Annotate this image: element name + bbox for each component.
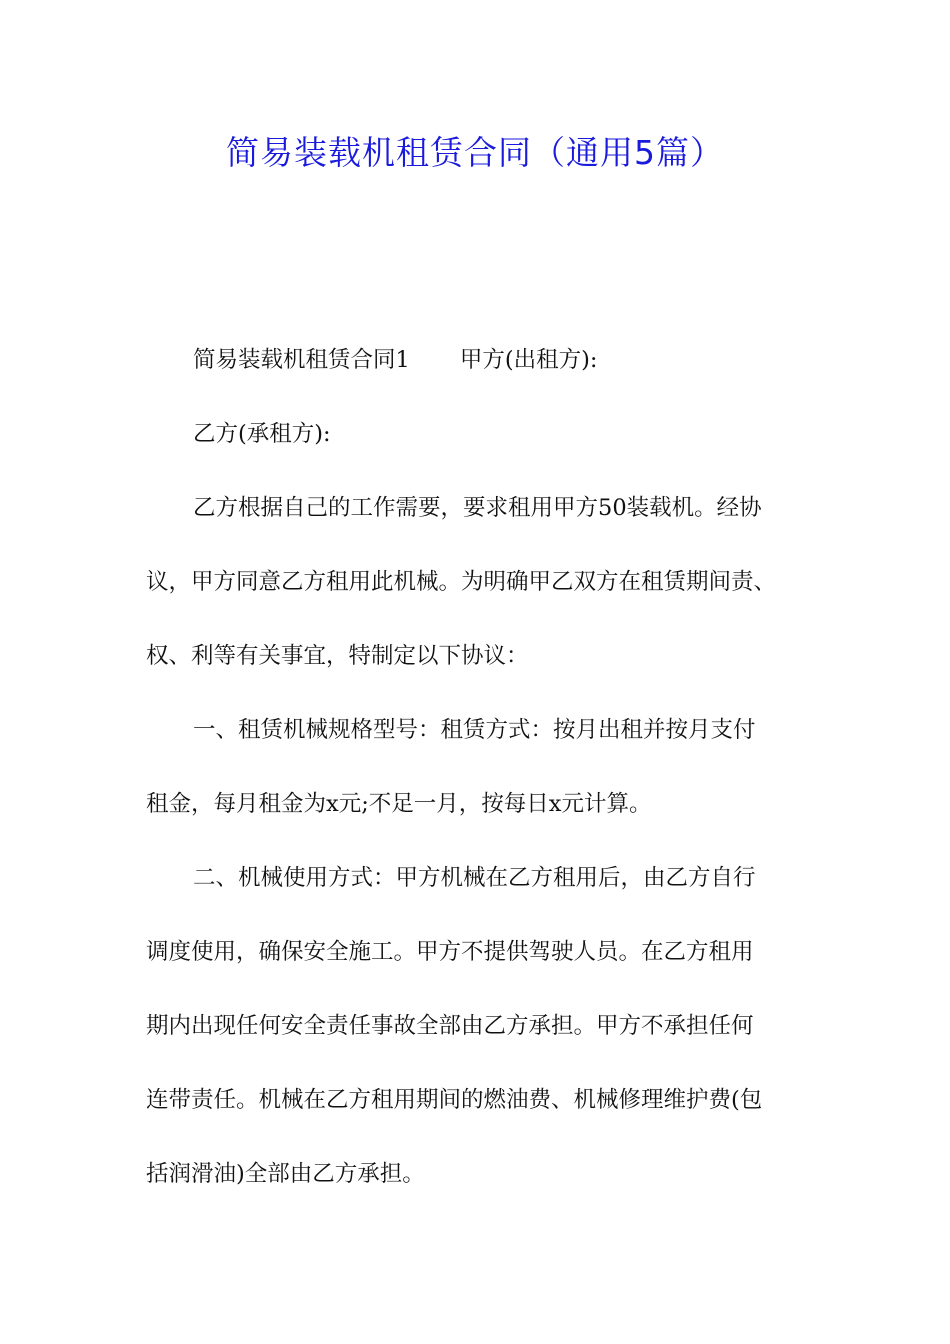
paragraph-line: 乙方根据自己的工作需要，要求租用甲方50装载机。经协 xyxy=(193,495,762,521)
clause-1-line: 租金，每月租金为x元;不足一月，按每日x元计算。 xyxy=(146,791,652,817)
clause-2-line: 期内出现任何安全责任事故全部由乙方承担。甲方不承担任何 xyxy=(146,1013,754,1039)
contract-heading-line xyxy=(146,333,822,407)
clause-2-line: 括润滑油)全部由乙方承担。 xyxy=(146,1161,425,1187)
paragraph-line: 议，甲方同意乙方租用此机械。为明确甲乙双方在租赁期间责、 xyxy=(146,569,777,595)
clause-2-line: 连带责任。机械在乙方租用期间的燃油费、机械修理维护费(包 xyxy=(146,1087,763,1113)
party-a-label: 甲方(出租方): xyxy=(459,347,598,373)
document-title: 简易装载机租赁合同（通用5篇） xyxy=(226,133,724,172)
clause-1-line: 一、租赁机械规格型号：租赁方式：按月出租并按月支付 xyxy=(193,717,756,743)
paragraph-line: 权、利等有关事宜，特制定以下协议： xyxy=(146,643,529,669)
contract-subtitle: 简易装载机租赁合同1 xyxy=(193,347,410,373)
clause-2-line: 二、机械使用方式：甲方机械在乙方租用后，由乙方自行 xyxy=(193,865,756,891)
document-body xyxy=(146,333,822,1221)
clause-2-line: 调度使用，确保安全施工。甲方不提供驾驶人员。在乙方租用 xyxy=(146,939,754,965)
party-b-label: 乙方(承租方): xyxy=(193,421,331,447)
